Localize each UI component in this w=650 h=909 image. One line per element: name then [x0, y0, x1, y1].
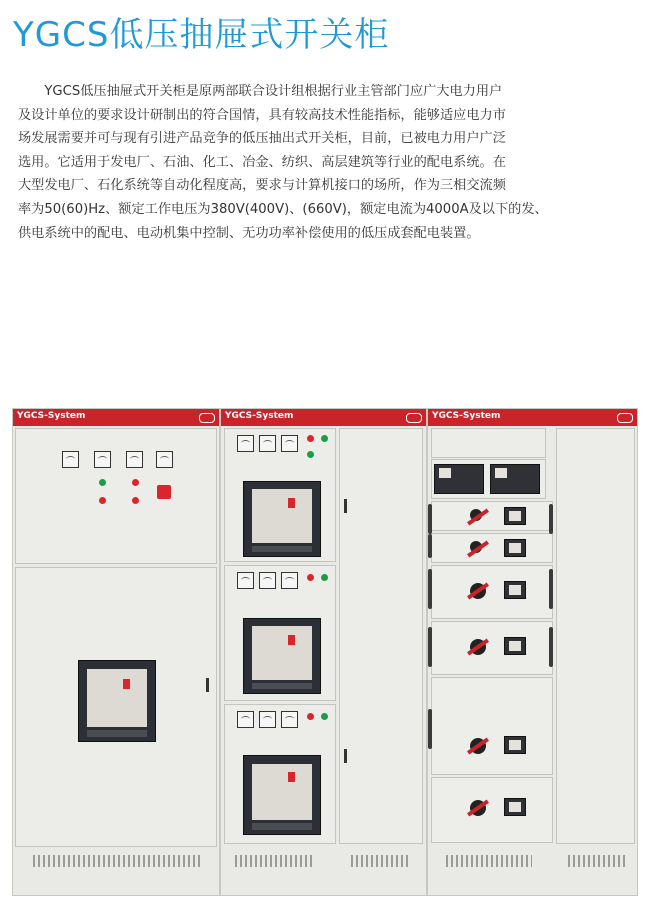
page-title: YGCS低压抽屉式开关柜 — [13, 15, 390, 55]
meter-icon — [237, 572, 254, 589]
meter-icon — [281, 711, 298, 728]
drawer-unit — [431, 533, 553, 563]
rotary-handle-icon — [470, 639, 486, 655]
selector-switch-icon — [157, 485, 171, 499]
logo-badge-icon — [199, 413, 215, 423]
indicator-lamp-icon — [307, 451, 314, 458]
intro-paragraph — [18, 80, 618, 245]
logo-badge-icon — [406, 413, 422, 423]
vent-grille-icon — [446, 855, 532, 867]
meter-icon — [237, 435, 254, 452]
meter-icon — [259, 572, 276, 589]
vent-grille-icon — [351, 855, 411, 867]
breaker-door-3 — [224, 704, 336, 844]
paragraph-line: 场发展需要并可与现有引进产品竞争的低压抽出式开关柜，目前，已被电力用户广泛 — [18, 131, 506, 147]
drawer-handle-icon — [428, 627, 432, 667]
meter-icon — [94, 451, 111, 468]
switchgear-cabinet-photo — [12, 408, 638, 898]
indicator-lamp-icon — [307, 435, 314, 442]
switch-box-icon — [490, 464, 540, 494]
meter-icon — [281, 435, 298, 452]
paragraph-line: 大型发电厂、石化系统等自动化程度高，要求与计算机接口的场所，作为三相交流频 — [18, 178, 506, 194]
door-latch-icon — [344, 749, 347, 763]
indicator-lamp-icon — [99, 497, 106, 504]
cabinet-header-bar — [428, 409, 637, 426]
breaker-door-1 — [224, 428, 336, 562]
cabinet-brand-label: YGCS-System — [432, 411, 501, 421]
rotary-handle-icon — [470, 738, 486, 754]
drawer-top-panel — [431, 428, 546, 458]
indicator-lamp-icon — [307, 574, 314, 581]
circuit-breaker-icon — [243, 481, 321, 557]
indicator-lamp-icon — [321, 713, 328, 720]
rotary-handle-icon — [470, 541, 482, 553]
vent-grille-icon — [235, 855, 315, 867]
meter-box-icon — [504, 507, 526, 525]
drawer-unit — [431, 677, 553, 775]
indicator-lamp-icon — [132, 497, 139, 504]
indicator-lamp-icon — [321, 574, 328, 581]
meter-icon — [126, 451, 143, 468]
drawer-switch-panel — [431, 459, 546, 499]
meter-icon — [237, 711, 254, 728]
side-door — [556, 428, 635, 844]
cabinet-brand-label: YGCS-System — [17, 411, 86, 421]
paragraph-line: YGCS低压抽屉式开关柜是原两部联合设计组根据行业主管部门应广大电力用户 — [18, 84, 503, 99]
drawer-handle-icon — [549, 627, 553, 667]
drawer-unit — [431, 777, 553, 843]
switch-box-icon — [434, 464, 484, 494]
drawer-handle-icon — [428, 534, 432, 558]
meter-box-icon — [504, 539, 526, 557]
cabinet-brand-label: YGCS-System — [225, 411, 294, 421]
vent-grille-icon — [568, 855, 626, 867]
side-door — [339, 428, 423, 844]
cabinet-right — [427, 408, 638, 896]
drawer-handle-icon — [428, 569, 432, 609]
indicator-lamp-icon — [99, 479, 106, 486]
indicator-lamp-icon — [321, 435, 328, 442]
meter-box-icon — [504, 637, 526, 655]
meter-box-icon — [504, 798, 526, 816]
door-latch-icon — [206, 678, 209, 692]
paragraph-line: 选用。它适用于发电厂、石油、化工、冶金、纺织、高层建筑等行业的配电系统。在 — [18, 154, 506, 170]
cabinet-header-bar — [221, 409, 426, 426]
meter-icon — [62, 451, 79, 468]
drawer-unit — [431, 621, 553, 675]
drawer-handle-icon — [428, 709, 432, 749]
lower-door — [15, 567, 217, 847]
logo-badge-icon — [617, 413, 633, 423]
vent-grille-icon — [33, 855, 201, 867]
breaker-door-2 — [224, 565, 336, 701]
paragraph-line: 率为50(60)Hz、额定工作电压为380V(400V)、(660V)，额定电流为4000A及以下的发、 — [18, 201, 548, 217]
circuit-breaker-icon — [243, 618, 321, 694]
meter-icon — [259, 711, 276, 728]
drawer-handle-icon — [428, 504, 432, 534]
meter-icon — [259, 435, 276, 452]
rotary-handle-icon — [470, 509, 482, 521]
meter-box-icon — [504, 736, 526, 754]
meter-icon — [281, 572, 298, 589]
meter-box-icon — [504, 581, 526, 599]
paragraph-line: 及设计单位的要求设计研制出的符合国情，具有较高技术性能指标，能够适应电力市 — [18, 107, 506, 123]
meter-icon — [156, 451, 173, 468]
drawer-handle-icon — [549, 569, 553, 609]
circuit-breaker-icon — [78, 660, 156, 742]
paragraph-line: 供电系统中的配电、电动机集中控制、无功功率补偿使用的低压成套配电装置。 — [18, 225, 480, 241]
drawer-unit — [431, 565, 553, 619]
drawer-unit — [431, 501, 553, 531]
indicator-lamp-icon — [132, 479, 139, 486]
rotary-handle-icon — [470, 800, 486, 816]
cabinet-middle — [220, 408, 427, 896]
cabinet-left — [12, 408, 220, 896]
upper-door — [15, 428, 217, 564]
circuit-breaker-icon — [243, 755, 321, 835]
indicator-lamp-icon — [307, 713, 314, 720]
drawer-handle-icon — [549, 504, 553, 534]
rotary-handle-icon — [470, 583, 486, 599]
door-latch-icon — [344, 499, 347, 513]
cabinet-header-bar — [13, 409, 219, 426]
